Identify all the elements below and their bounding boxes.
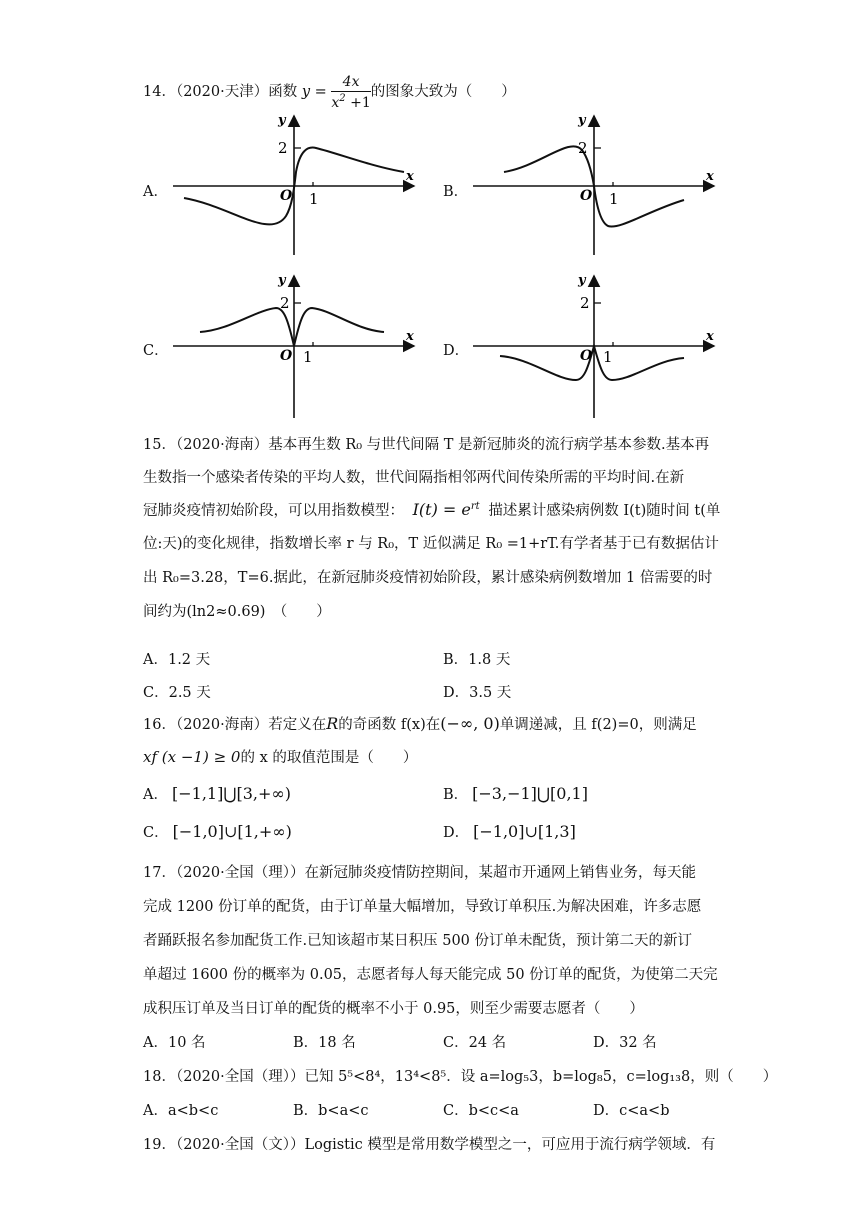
graph-d-tick-2: 2 [580, 294, 590, 312]
q15-line-4: 位:天)的变化规律，指数增长率 r 与 R₀，T 近似满足 R₀ =1+rT.有学者基于已有数据估计 [143, 536, 719, 552]
q17-line-4: 单超过 1600 份的概率为 0.05，志愿者每人每天能完成 50 份订单的配货，为使第二天完 [143, 967, 718, 983]
q15-option-c[interactable]: C．2.5 天 [143, 685, 211, 701]
q16-set-R: R [326, 714, 339, 733]
graph-b-tick-2: 2 [578, 139, 588, 157]
q17-option-a[interactable]: A．10 名 [143, 1035, 206, 1051]
graph-d-y-label: y [578, 273, 586, 288]
graph-d-x-label: x [706, 329, 714, 344]
q18-option-a[interactable]: A．a<b<c [143, 1103, 219, 1119]
q17-line-1: 17．（2020·全国（理））在新冠肺炎疫情防控期间，某超市开通网上销售业务，每天能 [143, 865, 696, 881]
q17-option-b[interactable]: B．18 名 [293, 1035, 356, 1051]
graph-b-x-label: x [706, 169, 714, 184]
graph-a-y-label: y [278, 113, 286, 128]
q18-option-b[interactable]: B．b<a<c [293, 1103, 369, 1119]
q16-option-d[interactable]: D． [−1,0]∪[1,3] [443, 822, 576, 841]
q17-line-2: 完成 1200 份订单的配货，由于订单量大幅增加，导致订单积压.为解决困难，许多志愿 [143, 899, 702, 915]
q15-option-a[interactable]: A．1.2 天 [143, 652, 211, 668]
q14-frac-numerator: 4x [331, 75, 370, 92]
q14-number: 14． [143, 84, 176, 100]
q14-graph-a [170, 110, 430, 260]
q15-line-6: 间约为(ln2≈0.69) （ ） [143, 604, 331, 620]
q16-option-c[interactable]: C． [−1,0]∪[1,+∞) [143, 822, 292, 841]
graph-a-x-label: x [406, 169, 414, 184]
q18-option-d[interactable]: D．c<a<b [593, 1103, 670, 1119]
graph-c-tick-1: 1 [303, 348, 313, 366]
q14-graph-d [470, 270, 730, 420]
graph-d-origin-label: O [580, 348, 593, 364]
q14-frac-denominator: $x^2 +1$ [331, 92, 371, 111]
graph-b-origin-label: O [580, 188, 593, 204]
q16-option-b[interactable]: B． [−3,−1]⋃[0,1] [443, 784, 588, 803]
q18-stem: 18．（2020·全国（理））已知 5⁵<8⁴，13⁴<8⁵．设 a=log₅3，b=log₈5，c=log₁₃8，则（ ） [143, 1069, 778, 1085]
q14-graph-c [170, 270, 430, 420]
graph-a-tick-2: 2 [278, 139, 288, 157]
q14-graph-b [470, 110, 730, 260]
graph-d-tick-1: 1 [603, 348, 613, 366]
q16-condition-formula: xf (x −1) ≥ 0 [143, 748, 241, 766]
q14-option-a-label[interactable]: A． [143, 184, 168, 200]
q16-line-1: 16．（2020·海南）若定义在R的奇函数 f(x)在(−∞, 0)单调递减，且 f(2)=0，则满足 [143, 714, 697, 733]
q18-option-c[interactable]: C．b<c<a [443, 1103, 519, 1119]
q15-line-3 [143, 499, 720, 520]
q19-stem: 19．（2020·全国（文））Logistic 模型是常用数学模型之一，可应用于流行病学领域．有 [143, 1137, 716, 1153]
q14-option-b-label[interactable]: B． [443, 184, 469, 200]
q14-formula-lhs: y = [301, 84, 327, 100]
q17-option-c[interactable]: C．24 名 [443, 1035, 507, 1051]
q17-line-3: 者踊跃报名参加配货工作.已知该超市某日积压 500 份订单未配货，预计第二天的新订 [143, 933, 693, 949]
q16-option-a[interactable]: A． [−1,1]⋃[3,+∞) [143, 784, 291, 803]
graph-c-y-label: y [278, 273, 286, 288]
graph-c-x-label: x [406, 329, 414, 344]
q15-line-1: 15．（2020·海南）基本再生数 R₀ 与世代间隔 T 是新冠肺炎的流行病学基本参数.基本再 [143, 437, 710, 453]
q17-line-5: 成积压订单及当日订单的配货的概率不小于 0.95，则至少需要志愿者（ ） [143, 1001, 644, 1017]
q14-source: （2020·天津）函数 [175, 84, 298, 100]
q14-stem [143, 72, 516, 112]
q16-line-2: xf (x −1) ≥ 0的 x 的取值范围是（ ） [143, 748, 418, 766]
graph-b-y-label: y [578, 113, 586, 128]
q16-interval: (−∞, 0) [440, 714, 500, 733]
graph-b-tick-1: 1 [609, 190, 619, 208]
graph-a-origin-label: O [280, 188, 293, 204]
q15-model-formula: $I(t) = e^{rt}$ [412, 500, 480, 519]
q14-option-d-label[interactable]: D． [443, 343, 470, 359]
q15-line-5: 出 R₀=3.28，T=6.据此，在新冠肺炎疫情初始阶段，累计感染病例数增加 1 倍需要的时 [143, 570, 713, 586]
q14-tail: 的图象大致为（ ） [370, 84, 516, 100]
q15-line-3-tail: 描述累计感染病例数 I(t)随时间 t(单 [488, 503, 721, 519]
q15-option-b[interactable]: B．1.8 天 [443, 652, 511, 668]
q15-option-d[interactable]: D．3.5 天 [443, 685, 512, 701]
graph-c-tick-2: 2 [280, 294, 290, 312]
graph-a-tick-1: 1 [309, 190, 319, 208]
q15-line-2: 生数指一个感染者传染的平均人数，世代间隔指相邻两代间传染所需的平均时间.在新 [143, 470, 685, 486]
q17-option-d[interactable]: D．32 名 [593, 1035, 657, 1051]
q14-option-c-label[interactable]: C． [143, 343, 169, 359]
q14-fraction [331, 75, 370, 110]
q15-line-3-text: 冠肺炎疫情初始阶段，可以用指数模型： [143, 503, 404, 519]
graph-c-origin-label: O [280, 348, 293, 364]
